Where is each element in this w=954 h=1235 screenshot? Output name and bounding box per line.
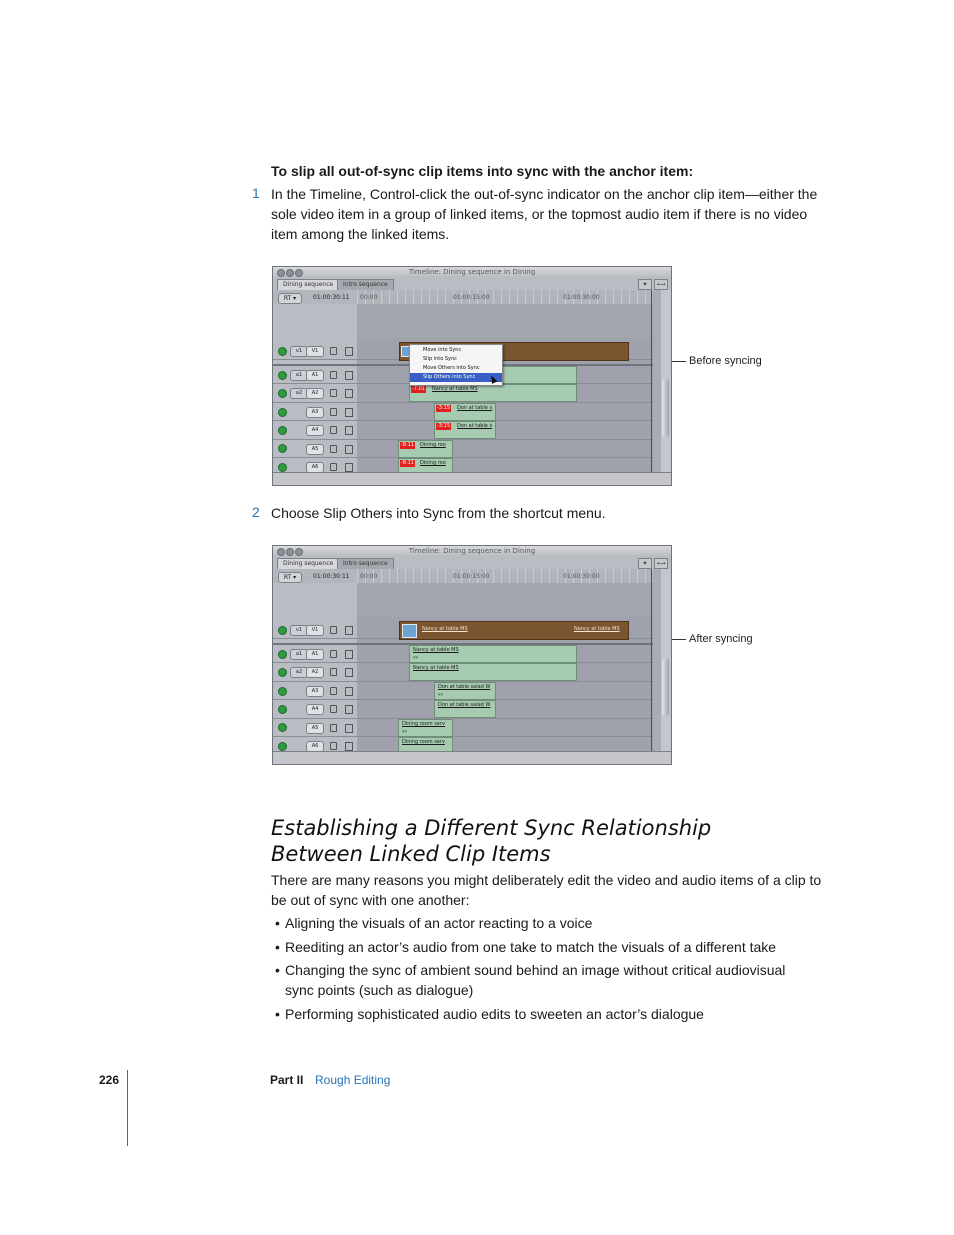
stereo-link-icon: ▾▾ — [438, 692, 444, 698]
timeline-title-bar — [273, 267, 671, 278]
page-number: 226 — [99, 1073, 120, 1087]
playhead — [651, 290, 652, 472]
tab-intro-sequence: Intro sequence — [337, 558, 394, 569]
ruler-label-end: 01:00:30:00 — [563, 294, 600, 301]
lock-icon — [330, 724, 337, 732]
lock-icon — [330, 445, 337, 453]
clip-name: Dining room serv — [402, 739, 445, 745]
section-title-line-1: Establishing a Different Sync Relationship — [271, 816, 712, 840]
destination-control: A5 — [306, 444, 324, 455]
time-ruler — [357, 569, 653, 583]
timeline-title: Timeline: Dining sequence in Dining — [408, 547, 536, 555]
audio-clip-a2 — [409, 384, 577, 402]
destination-control: A3 — [306, 407, 324, 418]
auto-select-icon — [345, 371, 353, 380]
bullet-item: Changing the sync of ambient sound behind an image without critical audiovisual sync points (such as dialogue) — [285, 962, 786, 998]
audio-clip-a2 — [409, 663, 577, 681]
track-visibility-icon — [278, 389, 287, 398]
section-title — [271, 815, 711, 867]
step-1-text: In the Timeline, Control-click the out-of-sync indicator on the anchor clip item—either the sole video item in a group of linked items, or the topmost audio item if there is no video item among the linked items. — [271, 186, 818, 242]
ruler-label-mid: 01:00:15:00 — [453, 294, 490, 301]
auto-select-icon — [345, 668, 353, 677]
lock-icon — [330, 408, 337, 416]
destination-control: V1 — [306, 625, 324, 636]
track-visibility-icon — [278, 626, 287, 635]
ruler-label-mid: 01:00:15:00 — [453, 573, 490, 580]
callout-line — [672, 639, 686, 640]
auto-select-icon — [345, 742, 353, 751]
source-control: a1 — [290, 370, 308, 381]
auto-select-icon — [345, 426, 353, 435]
step-2-text: Choose Slip Others into Sync from the shortcut menu. — [271, 505, 606, 521]
part-label: Part II — [270, 1073, 304, 1087]
source-control: v1 — [290, 346, 308, 357]
ruler-label-end: 01:00:30:00 — [563, 573, 600, 580]
destination-control: A5 — [306, 723, 324, 734]
clip-name: Don at table s — [457, 405, 493, 411]
auto-select-icon — [345, 347, 353, 356]
rt-popup: RT ▾ — [278, 572, 302, 583]
callout-before-syncing: Before syncing — [689, 355, 762, 367]
timeline-title-bar — [273, 546, 671, 557]
destination-control: A3 — [306, 686, 324, 697]
clip-name: Dining roo — [420, 460, 446, 466]
track-separator — [273, 718, 653, 719]
timeline-tab-bar — [273, 557, 671, 569]
empty-video-area — [357, 304, 653, 338]
bullet-item: Performing sophisticated audio edits to sweeten an actor’s dialogue — [285, 1006, 704, 1022]
clip-name: Don at table salad W — [438, 684, 491, 690]
stereo-link-icon: ▾▾ — [413, 655, 419, 661]
current-timecode: 01:00:30:11 — [313, 573, 350, 580]
lock-icon — [330, 347, 337, 355]
clip-thumbnail — [402, 624, 417, 638]
callout-line — [672, 361, 686, 362]
track-visibility-icon — [278, 723, 287, 732]
clip-name-left: Nancy at table MS — [422, 626, 468, 632]
source-control: a2 — [290, 388, 308, 399]
auto-select-icon — [345, 650, 353, 659]
clip-name: Nancy at table MS — [432, 386, 478, 392]
source-control: v1 — [290, 625, 308, 636]
video-clip — [399, 621, 629, 640]
auto-select-icon — [345, 445, 353, 454]
rt-popup: RT ▾ — [278, 293, 302, 304]
track-visibility-icon — [278, 650, 287, 659]
track-visibility-icon — [278, 742, 287, 751]
track-visibility-icon — [278, 347, 287, 356]
audio-clip-a4 — [434, 700, 496, 718]
clip-name-right: Nancy at table MS — [574, 626, 620, 632]
auto-select-icon — [345, 408, 353, 417]
track-visibility-icon — [278, 463, 287, 472]
linking-icon: ⟷ — [654, 279, 668, 290]
scroll-thumb — [662, 658, 669, 716]
lock-icon — [330, 705, 337, 713]
bullet-item: Reediting an actor’s audio from one take to match the visuals of a different take — [285, 939, 777, 955]
timeline-bottom-bar — [273, 751, 671, 765]
menu-item-slip-others-into-sync: Slip Others into Sync — [410, 373, 502, 382]
bullet-marker: • — [275, 1006, 280, 1022]
audio-clip-a1 — [409, 645, 577, 663]
clip-name: Nancy at table MS — [413, 665, 459, 671]
timeline-before-screenshot — [272, 266, 672, 486]
bullet-marker: • — [275, 962, 280, 978]
source-control: a2 — [290, 667, 308, 678]
tab-intro-sequence: Intro sequence — [337, 279, 394, 290]
clip-name: Dining roo — [420, 442, 446, 448]
linking-icon: ⟷ — [654, 558, 668, 569]
stereo-link-icon: ▾▾ — [402, 729, 408, 735]
audio-clip-a3 — [434, 403, 496, 421]
bullet-marker: • — [275, 915, 280, 931]
audio-clip-a3 — [434, 682, 496, 700]
playhead — [651, 569, 652, 751]
auto-select-icon — [345, 389, 353, 398]
timeline-bottom-bar — [273, 472, 671, 486]
out-of-sync-indicator: -3:15 — [437, 423, 451, 429]
menu-item-slip-into-sync: Slip into Sync — [423, 356, 457, 362]
timeline-after-screenshot — [272, 545, 672, 765]
snapping-icon: ✦ — [638, 279, 652, 290]
destination-control: A4 — [306, 704, 324, 715]
out-of-sync-indicator: -8:11 — [401, 442, 415, 448]
clip-name: Nancy at table MS — [413, 647, 459, 653]
track-visibility-icon — [278, 705, 287, 714]
time-ruler — [357, 290, 653, 304]
auto-select-icon — [345, 705, 353, 714]
lock-icon — [330, 626, 337, 634]
clip-name: Don at table salad W — [438, 702, 491, 708]
lock-icon — [330, 463, 337, 471]
source-control: a1 — [290, 649, 308, 660]
lock-icon — [330, 650, 337, 658]
destination-control: A6 — [306, 741, 324, 752]
step-2-number: 2 — [252, 504, 260, 520]
clip-name: Don at table s — [457, 423, 493, 429]
track-separator — [273, 457, 653, 458]
tab-dining-sequence: Dining sequence — [277, 279, 339, 290]
audio-clip-a5 — [398, 440, 453, 458]
lock-icon — [330, 426, 337, 434]
section-intro: There are many reasons you might deliberately edit the video and audio items of a clip to be out of sync with one another: — [271, 872, 822, 908]
empty-video-area — [357, 583, 653, 617]
track-visibility-icon — [278, 668, 287, 677]
lock-icon — [330, 742, 337, 750]
shortcut-menu — [409, 344, 503, 386]
track-separator — [273, 736, 653, 737]
scroll-thumb — [662, 379, 669, 437]
lock-icon — [330, 371, 337, 379]
bullet-marker: • — [275, 939, 280, 955]
footer-rule — [127, 1070, 128, 1146]
track-visibility-icon — [278, 426, 287, 435]
destination-control: V1 — [306, 346, 324, 357]
audio-clip-a5 — [398, 719, 453, 737]
callout-after-syncing: After syncing — [689, 633, 753, 645]
timeline-title: Timeline: Dining sequence in Dining — [408, 268, 536, 276]
lock-icon — [330, 668, 337, 676]
lock-icon — [330, 389, 337, 397]
audio-clip-a4 — [434, 421, 496, 439]
timeline-tab-bar — [273, 278, 671, 290]
ruler-label-start: 00:00 — [360, 294, 378, 301]
out-of-sync-indicator: -3:15 — [437, 405, 451, 411]
step-1-number: 1 — [252, 185, 260, 201]
auto-select-icon — [345, 463, 353, 472]
destination-control: A4 — [306, 425, 324, 436]
out-of-sync-indicator: -8:11 — [401, 460, 415, 466]
clip-name: Dining room serv — [402, 721, 445, 727]
tab-dining-sequence: Dining sequence — [277, 558, 339, 569]
destination-control: A2 — [306, 667, 324, 678]
track-visibility-icon — [278, 408, 287, 417]
track-visibility-icon — [278, 687, 287, 696]
snapping-icon: ✦ — [638, 558, 652, 569]
chapter-link[interactable]: Rough Editing — [315, 1073, 391, 1087]
destination-control: A1 — [306, 370, 324, 381]
menu-item-move-others-into-sync: Move Others into Sync — [423, 365, 480, 371]
auto-select-icon — [345, 626, 353, 635]
task-heading: To slip all out-of-sync clip items into sync with the anchor item: — [271, 163, 694, 179]
auto-select-icon — [345, 687, 353, 696]
track-visibility-icon — [278, 371, 287, 380]
destination-control: A2 — [306, 388, 324, 399]
track-separator — [273, 439, 653, 440]
current-timecode: 01:00:30:11 — [313, 294, 350, 301]
out-of-sync-indicator: -7:01 — [412, 386, 426, 392]
destination-control: A6 — [306, 462, 324, 473]
lock-icon — [330, 687, 337, 695]
destination-control: A1 — [306, 649, 324, 660]
track-visibility-icon — [278, 444, 287, 453]
menu-item-move-into-sync: Move into Sync — [423, 347, 462, 353]
auto-select-icon — [345, 724, 353, 733]
ruler-label-start: 00:00 — [360, 573, 378, 580]
bullet-item: Aligning the visuals of an actor reacting to a voice — [285, 915, 593, 931]
section-title-line-2: Between Linked Clip Items — [271, 842, 551, 866]
